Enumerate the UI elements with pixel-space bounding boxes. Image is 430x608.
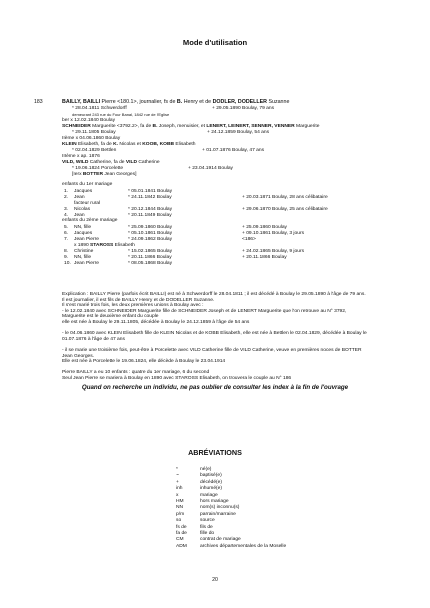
- children-second-header: enfants du 2ème mariage: [62, 218, 118, 223]
- abbreviation-meaning: contrat de mariage: [200, 537, 241, 543]
- child-birth: * 24.11.1842 Boulay: [128, 195, 172, 200]
- child-birth: * 24.09.1862 Boulay: [128, 237, 173, 242]
- marriage-1: ber x 12.02.1840 Boulay: [62, 118, 116, 123]
- child-birth: * 20.11.1849 Boulay: [128, 213, 172, 218]
- main-birth: * 28.04.1811 Schwerdorff: [72, 106, 127, 111]
- abbreviation-code: *: [176, 467, 178, 472]
- abbreviation-meaning: archives départementales de la Moselle: [200, 543, 287, 549]
- explanation-line: Explication : BAILLY Pierre (parfois écrit BAILLI) est né à Schwerdorff le 28.04.1811 ; il est décédé à Boulay le 29.05.1890 à l'âge de 79 ans.: [62, 292, 366, 297]
- child-birth: * 08.05.1868 Boulay: [128, 261, 173, 266]
- child-name: Jacques: [74, 231, 93, 236]
- abbreviation-code: ~: [176, 473, 179, 479]
- child-number: 8.: [64, 249, 69, 254]
- child-birth: * 20.11.1866 Boulay: [128, 255, 172, 260]
- child-spouse-first-name: Elisabeth: [113, 243, 135, 248]
- child-number: 9.: [64, 255, 69, 260]
- main-residence: demeurant 243 rue du Four Banal, 1842 rue de l'Eglise: [72, 112, 170, 117]
- spouse-3-father: VILD: [125, 160, 138, 165]
- explanation-line: Il est journalier, il est fils de BAILLY Henry et de DODELLER Suzanne.: [62, 297, 215, 303]
- child-name: Jean: [74, 195, 85, 200]
- child-number: 5.: [64, 225, 69, 230]
- explanation-line: 01.07.1876 à l'âge de 47 ans: [62, 336, 125, 342]
- spouse-3-death: + 23.04.1914 Boulay: [188, 166, 234, 171]
- main-details: Pierre <180.1>, journalier, fs de: [100, 99, 177, 105]
- explanation-line: Pierre BAILLY a eu 10 enfants : quatre du 1er mariage, 6 du second: [62, 370, 210, 376]
- page-number: 20: [212, 577, 218, 583]
- spouse-3-surname: VILD, WILD: [62, 160, 89, 165]
- explanation-line: - le 12.02.1840 avec SCHNEIDER Marguerite fille de SCHNEIDER Joseph et de LENERT Marguerite que l'on retrouve au N° 3792,: [62, 308, 347, 314]
- child-birth: * 05.10.1861 Boulay: [128, 231, 173, 236]
- abbreviation-code: so: [176, 518, 182, 524]
- spouse-3-note-suffix: Jean Georges]: [102, 172, 137, 177]
- abbreviation-code: fa de: [176, 531, 187, 536]
- abbreviation-meaning: inhumé(e): [200, 486, 223, 492]
- spouse-1-mother-first: Marguerite: [294, 124, 320, 129]
- spouse-3-father-details: Catherine: [137, 160, 160, 165]
- child-death: + 09.10.1861 Boulay, 3 jours: [242, 231, 305, 236]
- child-name: Jean Pierre: [74, 261, 100, 266]
- father-details: Henry et de: [182, 99, 213, 105]
- spouse-1-death: + 24.12.1859 Boulay, 54 ans: [207, 130, 270, 135]
- child-number: 7.: [64, 237, 69, 242]
- abbreviation-code: HM: [176, 499, 184, 504]
- main-surname: BAILLY, BAILLI: [62, 99, 101, 105]
- abbreviation-code: p/m: [176, 511, 185, 517]
- child-birth: * 25.09.1860 Boulay: [128, 225, 173, 230]
- abbreviation-meaning: baptisé(e): [200, 473, 222, 479]
- child-death: + 24.02.1865 Boulay, 9 jours: [242, 249, 305, 254]
- abbreviation-code: fs de: [176, 524, 187, 530]
- spouse-2-birth: * 02.04.1829 Bettlen: [72, 148, 117, 153]
- mother-surname: DODLER, DODELLER: [212, 99, 268, 105]
- abbreviation-meaning: mariage: [200, 492, 218, 498]
- search-note: Quand on recherche un individu, ne pas oublier de consulter les index à la fin de l'ouvrage: [81, 384, 349, 391]
- abbreviation-meaning: fille do: [200, 531, 215, 536]
- explanation-line: Jean Georges.: [62, 353, 95, 359]
- child-birth: * 20.12.1844 Boulay: [128, 207, 173, 212]
- spouse-1-mother: LENERT, LEINERT, SENNER, VENNER: [206, 124, 295, 129]
- abbreviation-meaning: parrain/marraine: [200, 511, 236, 517]
- explanation-line: Marguerite est le deuxième enfant du couple: [62, 314, 159, 320]
- child-number: 4.: [64, 213, 69, 218]
- child-number: 10.: [64, 261, 71, 266]
- child-birth: * 05.01.1841 Boulay: [128, 189, 173, 194]
- child-number: 2.: [64, 195, 69, 200]
- child-death: <186>: [242, 237, 256, 242]
- child-death: + 20.03.1871 Boulay, 28 ans célibataire: [242, 195, 328, 200]
- abbreviation-meaning: hors mariage: [200, 499, 229, 504]
- spouse-1-details: Marguerite <3792.2>, fa de: [90, 124, 153, 129]
- explanation-line: Elle est née à Porcelette le 19.06.1824, elle décède à Boulay le 23.04.1914: [62, 359, 226, 365]
- child-name: Nicolas: [74, 207, 91, 212]
- spouse-2-father: K.: [113, 142, 119, 147]
- spouse-3-birth: * 19.06.1824 Porcelette: [72, 166, 124, 171]
- child-name: Jean: [74, 213, 85, 218]
- abbreviations-title: ABRÉVIATIONS: [188, 448, 242, 457]
- explanation-line: - il se marie une troisième fois, peut-être à Porcelette avec VILD Catherine fille de VILD Catherine, veuve en premières noces de BOTTER: [62, 348, 362, 353]
- abbreviation-code: x: [176, 492, 179, 498]
- child-spouse-surname: STAROSS: [90, 243, 114, 248]
- abbreviation-code: +: [176, 479, 179, 485]
- explanation-line: Seul Jean Pierre se mariera à Boulay en 1890 avec STAROSS Elisabeth, on trouvera le couple au N° 186: [62, 376, 292, 381]
- child-name: NN, fille: [74, 225, 92, 230]
- spouse-3-note-prefix: [Ierx: [72, 172, 83, 177]
- abbreviation-meaning: nom(s) inconnu(s): [200, 505, 240, 511]
- abbreviation-code: inh: [176, 486, 183, 492]
- spouse-3-details: Catherine, fa de: [88, 160, 126, 165]
- mother-first-name: Suzanne: [267, 99, 290, 105]
- abbreviation-code: CM: [176, 537, 184, 543]
- abbreviation-code: NN: [176, 505, 184, 511]
- child-death: + 29.06.1870 Boulay, 25 ans célibataire: [242, 207, 328, 212]
- child-number: 1.: [64, 189, 69, 194]
- entry-number: 183: [34, 99, 43, 105]
- spouse-1-father: B.: [152, 124, 158, 129]
- spouse-2-mother: KOOB, KOBB: [142, 142, 175, 147]
- spouse-1-father-details: Joseph, menuisier, et: [157, 124, 207, 129]
- child-name: Christine: [74, 249, 94, 254]
- spouse-2-details: Elisabeth, fa de: [76, 142, 114, 147]
- spouse-2-surname: KLEIN: [62, 142, 77, 147]
- explanation-line: - le 04.06.1860 avec KLEIN Elisabeth fille de KLEIN Nicolas et de KOBB Elisabeth, elle est née à Bettlen le 02.04.1829, décédée à Boulay le: [62, 331, 367, 337]
- child-name: Jean Pierre: [74, 237, 100, 242]
- spouse-3-note-surname: BOTTER: [82, 172, 103, 177]
- abbreviation-meaning: source: [200, 518, 215, 524]
- main-death: + 29.05.1890 Boulay, 79 ans: [212, 106, 275, 111]
- child-number: 6.: [64, 231, 69, 236]
- abbreviation-meaning: fils de: [200, 524, 213, 530]
- marriage-3: IIIème x ap. 1876: [62, 154, 100, 159]
- child-birth: * 15.02.1865 Boulay: [128, 249, 173, 254]
- child-spouse-prefix: x 1890: [74, 243, 91, 248]
- spouse-1-birth: * 29.11.1805 Boulay: [72, 130, 116, 135]
- spouse-2-death: + 01.07.1876 Boulay, 47 ans: [202, 148, 265, 153]
- abbreviation-meaning: décédé(e): [200, 479, 223, 485]
- child-death: + 25.09.1860 Boulay: [242, 225, 288, 230]
- child-name: facteur rural: [74, 201, 101, 206]
- child-name: Jacques: [74, 189, 93, 194]
- spouse-1-surname: SCHNEIDER: [62, 124, 91, 129]
- spouse-3-note: [72, 172, 136, 178]
- explanation-line: Il s'est marié trois fois, les deux premières unions à Boulay avec :: [62, 303, 204, 309]
- child-name: NN, fille: [74, 255, 92, 260]
- father-surname: B.: [176, 99, 183, 105]
- spouse-2-father-details: Nicolas et: [118, 142, 143, 147]
- abbreviation-meaning: né(e): [200, 467, 212, 472]
- abbreviation-code: ADM: [176, 543, 187, 549]
- children-first-header: enfants du 1er mariage: [62, 182, 113, 187]
- child-number: 3.: [64, 207, 69, 212]
- page-title: Mode d'utilisation: [182, 38, 248, 47]
- marriage-2: IIème x 04.06.1860 Boulay: [62, 136, 121, 141]
- child-death: + 20.11.1866 Boulay: [242, 255, 287, 260]
- explanation-line: elle est née à Boulay le 29.11.1805, décédée à Boulay le 24.12.1859 à l'âge de 54 ans: [62, 320, 250, 325]
- main-person-line: [62, 99, 289, 105]
- spouse-2-mother-first: Elisabeth: [174, 142, 196, 147]
